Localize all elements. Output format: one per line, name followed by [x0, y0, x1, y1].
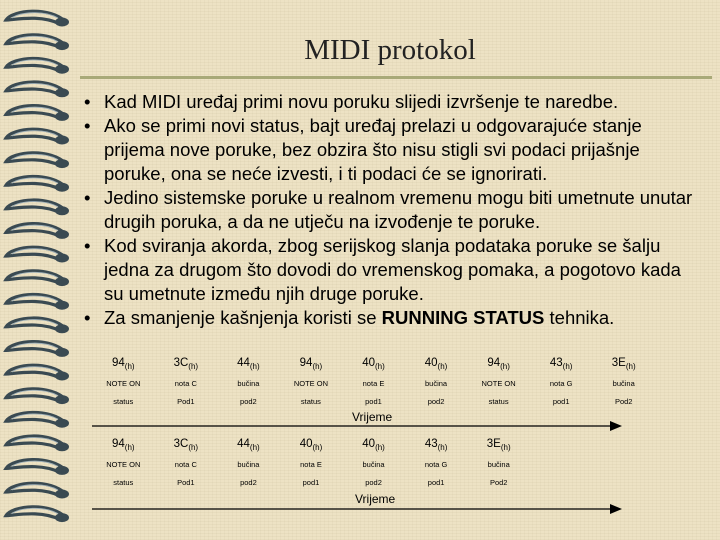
hex-value: 3C [173, 438, 189, 450]
bullet-item [84, 186, 704, 234]
byte-role: pod1 [365, 397, 382, 406]
byte-meaning: bučina [237, 379, 260, 388]
hex-value: 40 [424, 357, 438, 369]
byte-hex [155, 433, 218, 456]
byte-role: pod1 [427, 478, 445, 487]
hex-suffix: (h) [625, 362, 636, 371]
byte-role: status [488, 397, 509, 406]
byte-hex [92, 433, 155, 456]
hex-suffix: (h) [437, 362, 448, 371]
byte-hex [155, 352, 218, 375]
hex-suffix: (h) [500, 443, 511, 452]
time-label: Vrijeme [355, 492, 396, 506]
hex-value: 40 [299, 438, 313, 450]
spiral-coil [6, 11, 69, 26]
sequence-full-status [92, 352, 655, 411]
byte-meaning: NOTE ON [106, 379, 141, 388]
spiral-binding [0, 0, 78, 540]
bullet-text [104, 307, 614, 328]
byte-hex [342, 433, 405, 456]
spiral-coil [6, 460, 69, 475]
running-status-term: RUNNING STATUS [381, 307, 545, 328]
spiral-coil [6, 483, 69, 498]
bullet-text: Kod sviranja akorda, zbog serijskog slanja podataka poruke se šalju jedna za drugom što dovodi do vremenskog pomaka, a pogotovo kada su umetnute između njih druge poruke. [104, 235, 681, 304]
bullet-list [84, 90, 704, 330]
spiral-coil [6, 200, 69, 215]
byte-hex [405, 433, 468, 456]
byte-meaning: NOTE ON [293, 379, 329, 388]
byte-role: status [113, 478, 134, 487]
spiral-coil [6, 224, 69, 239]
hex-suffix: (h) [124, 443, 135, 452]
spiral-coil [6, 342, 69, 357]
spiral-coil [6, 507, 69, 522]
bullet-item [84, 114, 704, 186]
byte-meaning: bučina [362, 460, 385, 469]
bullet-icon: • [84, 91, 91, 112]
byte-meaning: bučina [424, 379, 448, 388]
bullet-icon: • [84, 307, 91, 328]
spiral-coil [6, 318, 69, 333]
byte-meaning: bučina [612, 379, 635, 388]
byte-role: pod1 [302, 478, 320, 487]
spiral-coil [6, 271, 69, 286]
hex-suffix: (h) [188, 362, 199, 371]
bullet-text: Jedino sistemske poruke u realnom vremenu mogu biti umetnute unutar drugih poruka, a da ne utječu na izvođenje te poruke. [104, 187, 693, 232]
byte-hex [467, 433, 530, 456]
spiral-coil [6, 35, 69, 50]
hex-value: 40 [362, 357, 375, 369]
byte-meaning: nota E [300, 460, 322, 469]
hex-suffix: (h) [312, 443, 323, 452]
spiral-coil [6, 153, 69, 168]
hex-value: 40 [362, 438, 376, 450]
hex-suffix: (h) [249, 362, 260, 371]
spiral-coil [6, 365, 69, 380]
spiral-coil [6, 389, 69, 404]
byte-role: pod2 [240, 478, 257, 487]
byte-hex [592, 352, 655, 375]
byte-meaning: nota E [362, 379, 385, 388]
bullet-item [84, 90, 704, 114]
hex-value: 43 [424, 438, 438, 450]
byte-hex [342, 352, 405, 375]
time-label: Vrijeme [352, 410, 393, 424]
spiral-coil [6, 412, 69, 427]
bullet-item [84, 234, 704, 306]
hex-value: 3C [173, 357, 189, 369]
hex-suffix: (h) [312, 362, 323, 371]
byte-role: Pod2 [614, 397, 633, 406]
byte-meaning: NOTE ON [481, 379, 516, 388]
byte-role: pod2 [240, 397, 257, 406]
byte-meaning: nota G [424, 460, 448, 469]
hex-value: 3E [611, 357, 626, 369]
byte-role: status [113, 397, 134, 406]
byte-role: Pod2 [489, 478, 508, 487]
byte-role: Pod1 [177, 397, 195, 406]
byte-role: status [300, 397, 321, 406]
hex-suffix: (h) [375, 362, 385, 371]
spiral-coil [6, 106, 69, 121]
byte-hex [280, 433, 343, 456]
byte-meaning: nota C [174, 460, 197, 469]
hex-suffix: (h) [249, 443, 260, 452]
bullet-item [84, 306, 704, 330]
hex-suffix: (h) [500, 362, 510, 371]
hex-value: 44 [237, 438, 250, 450]
byte-meaning: bučina [487, 460, 510, 469]
hex-suffix: (h) [124, 362, 135, 371]
bullet-icon: • [84, 115, 91, 136]
byte-role: Pod1 [177, 478, 195, 487]
hex-suffix: (h) [375, 443, 385, 452]
byte-role: pod2 [427, 397, 445, 406]
byte-meaning: NOTE ON [106, 460, 141, 469]
spiral-coil [6, 129, 69, 144]
hex-value: 94 [487, 357, 501, 369]
byte-hex [530, 352, 593, 375]
bullet-icon: • [84, 235, 91, 256]
byte-meaning: nota G [549, 379, 573, 388]
spiral-coil [6, 294, 69, 309]
byte-role: pod1 [552, 397, 570, 406]
hex-value: 44 [237, 357, 250, 369]
bullet-text: Ako se primi novi status, bajt uređaj prelazi u odgovarajuće stanje prijema nove poruke, bez obzira što nisu stigli svi podaci prijašnje poruke, ona se neće izvesti, i ti podaci će se ignorirati. [104, 115, 642, 184]
spiral-coil [6, 58, 69, 73]
hex-value: 94 [111, 357, 125, 369]
byte-hex [405, 352, 468, 375]
hex-value: 43 [549, 357, 563, 369]
byte-role: pod2 [365, 478, 382, 487]
bullet-text-prefix: Za smanjenje kašnjenja koristi se [104, 307, 382, 328]
hex-value: 94 [111, 438, 125, 450]
sequence-running-status [92, 433, 530, 492]
bullet-text: Kad MIDI uređaj primi novu poruku slijedi izvršenje te naredbe. [104, 91, 619, 112]
slide-title: MIDI protokol [304, 34, 476, 66]
bullet-text-suffix: tehnika. [544, 307, 615, 328]
byte-hex [280, 352, 343, 375]
hex-suffix: (h) [188, 443, 199, 452]
byte-hex [92, 352, 155, 375]
byte-hex [467, 352, 530, 375]
byte-hex [217, 433, 280, 456]
byte-hex [217, 352, 280, 375]
title-underline [80, 76, 712, 79]
hex-value: 94 [299, 357, 313, 369]
spiral-coil [6, 176, 69, 191]
hex-suffix: (h) [562, 362, 573, 371]
spiral-coil [6, 82, 69, 97]
hex-suffix: (h) [437, 443, 448, 452]
byte-meaning: bučina [237, 460, 260, 469]
bullet-icon: • [84, 187, 91, 208]
byte-meaning: nota C [174, 379, 197, 388]
hex-value: 3E [486, 438, 501, 450]
spiral-coil [6, 247, 69, 262]
spiral-coil [6, 436, 69, 451]
